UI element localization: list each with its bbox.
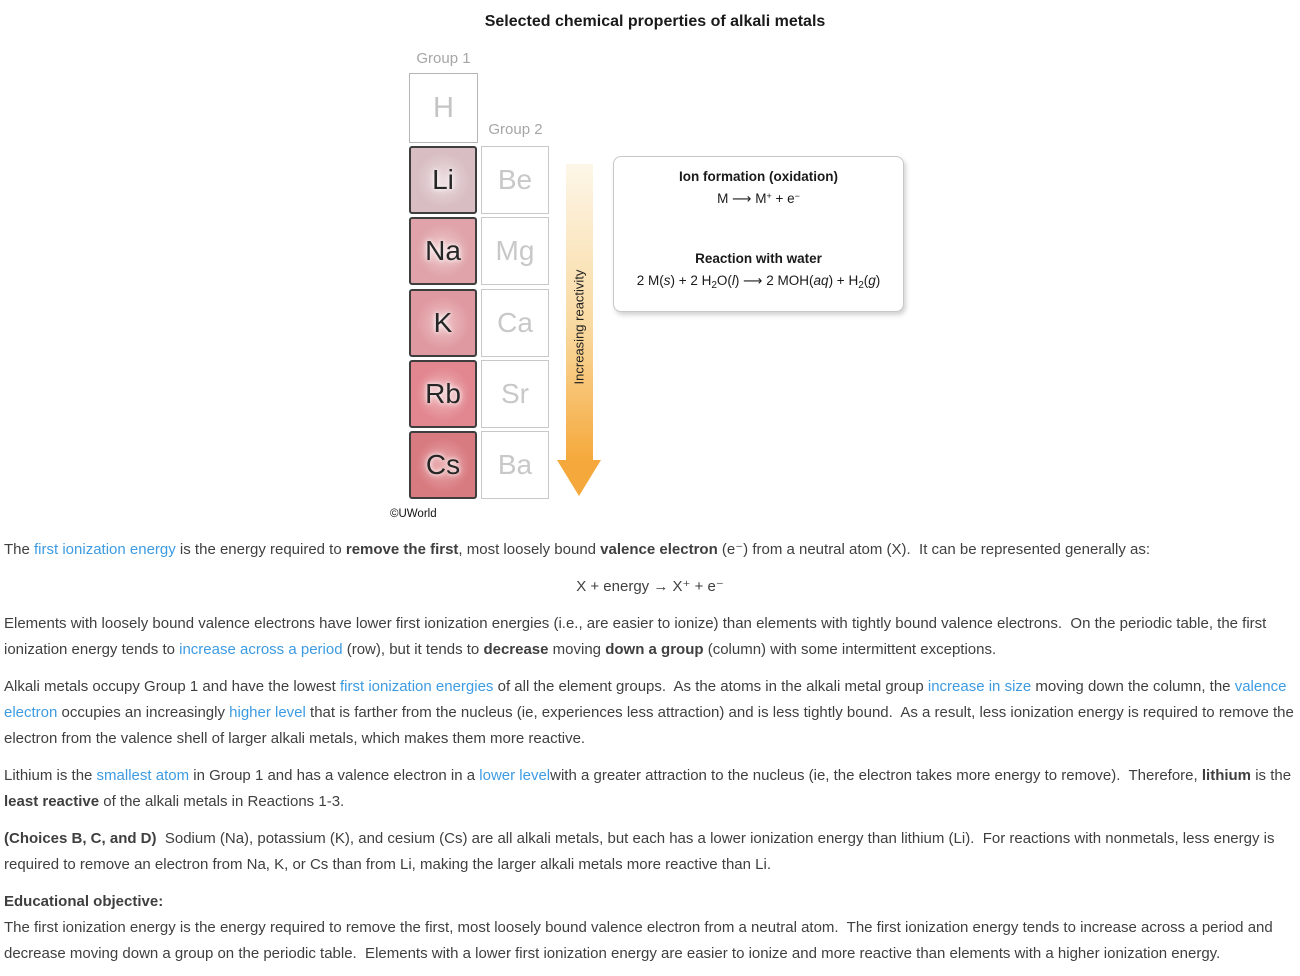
text-segment: with a greater attraction to the nucleus (ie, the electron takes more energy to remove). Therefore,: [550, 767, 1202, 784]
text-segment: ): [875, 273, 881, 288]
text-segment: valence electron: [600, 541, 718, 558]
water-reaction-title: Reaction with water: [695, 251, 822, 266]
text-segment: Sodium (Na), potassium (K), and cesium (Cs) are all alkali metals, but each has a lower ionization energy than lithium (Li). For reactions with nonmetals, less energy is required to remove an electron from Na, K, or Cs than from Li, making the larger alkali metals more reactive than Li.: [4, 830, 1279, 873]
text-segment: s: [663, 273, 671, 288]
water-reaction-equation: [620, 273, 897, 291]
general-equation: [4, 574, 1296, 600]
element-symbol: Mg: [495, 235, 535, 266]
text-segment: (row), but it tends to: [342, 641, 484, 658]
intro-paragraph: [4, 537, 1296, 563]
text-segment: 2: [858, 280, 864, 291]
explanation-text: [4, 537, 1299, 967]
element-cell-li: [409, 146, 477, 214]
reactivity-arrowhead-icon: [557, 460, 601, 496]
element-cell-mg: [481, 217, 549, 285]
text-segment: down a group: [605, 641, 704, 658]
element-cell-rb: [409, 360, 477, 428]
element-cell-h: [409, 73, 478, 143]
hyperlink[interactable]: smallest atom: [96, 767, 190, 784]
text-segment: is the energy required to: [175, 541, 346, 558]
element-symbol: Rb: [425, 378, 461, 409]
text-segment: (Choices B, C, and D): [4, 830, 157, 847]
element-symbol: Sr: [501, 378, 529, 409]
text-segment: decrease: [483, 641, 549, 658]
hyperlink[interactable]: higher level: [229, 704, 306, 721]
group1-label: Group 1: [416, 50, 471, 67]
text-segment: + e: [771, 191, 795, 206]
choices-paragraph: [4, 826, 1296, 878]
hyperlink[interactable]: valence electron: [4, 678, 1291, 721]
text-segment: Lithium is the: [4, 767, 97, 784]
text-segment: M ⟶ M: [717, 191, 767, 206]
text-segment: lithium: [1201, 767, 1252, 784]
text-segment: in Group 1 and has a valence electron in a: [189, 767, 480, 784]
element-symbol: Cs: [425, 449, 461, 480]
text-segment: of all the element groups. As the atoms in the alkali metal group: [493, 678, 928, 695]
text-segment: O(: [716, 273, 732, 288]
period-trend-paragraph: [4, 611, 1296, 663]
educational-objective-paragraph: [4, 915, 1296, 967]
reactivity-arrow-label: Increasing reactivity: [571, 269, 587, 385]
element-symbol: Li: [432, 164, 454, 195]
text-segment: Educational objective:: [4, 893, 164, 910]
element-symbol: Be: [497, 164, 533, 195]
group2-label: Group 2: [488, 121, 543, 138]
text-segment: Alkali metals occupy Group 1 and have the lowest: [4, 678, 341, 695]
text-segment: least reactive: [4, 793, 100, 810]
text-segment: +: [766, 191, 772, 201]
text-segment: The: [4, 541, 35, 558]
element-cell-na: [409, 217, 477, 285]
hyperlink[interactable]: lower level: [479, 767, 551, 784]
text-segment: X + energy → X⁺ + e⁻: [576, 578, 724, 595]
lithium-paragraph: [4, 763, 1296, 815]
text-segment: moving down the column, the: [1031, 678, 1235, 695]
hyperlink[interactable]: first ionization energies: [340, 678, 494, 695]
text-segment: ) + 2 H: [670, 273, 712, 288]
text-segment: , most loosely bound: [458, 541, 601, 558]
hyperlink[interactable]: first ionization energy: [34, 541, 176, 558]
text-segment: −: [794, 191, 800, 201]
element-symbol: Ba: [497, 449, 533, 480]
text-segment: The first ionization energy is the energy required to remove the first, most loosely bound valence electron from a neutral atom. The first ionization energy tends to increase across a period and decrease moving down a group on the periodic table. Elements with a lower first ionization energy are easier to ionize and more reactive than elements with a higher ionization energy.: [4, 919, 1277, 962]
text-segment: (e⁻) from a neutral atom (X). It can be represented generally as:: [717, 541, 1151, 558]
text-segment: ) ⟶ 2 MOH(: [734, 273, 814, 288]
text-segment: remove the first: [345, 541, 459, 558]
ion-formation-equation: [620, 191, 897, 207]
text-segment: Elements with loosely bound valence electrons have lower first ionization energies (i.e., are easier to ionize) than elements with tightly bound valence electrons. On the periodic table, the first ionization energy tends to: [4, 615, 1271, 658]
hyperlink[interactable]: increase in size: [927, 678, 1032, 695]
text-segment: 2: [711, 280, 717, 291]
text-segment: ) + H: [828, 273, 859, 288]
text-segment: is the: [1251, 767, 1296, 784]
text-segment: g: [868, 273, 876, 288]
alkali-metals-paragraph: [4, 674, 1299, 752]
reactions-info-box: [613, 156, 904, 312]
element-cell-ca: [481, 289, 549, 357]
element-cell-k: [409, 289, 477, 357]
text-segment: 2 M(: [636, 273, 664, 288]
element-cell-cs: [409, 431, 477, 499]
element-cell-ba: [481, 431, 549, 499]
text-segment: (: [863, 273, 869, 288]
ion-formation-title: Ion formation (oxidation): [679, 169, 838, 184]
element-cell-be: [481, 146, 549, 214]
text-segment: that is farther from the nucleus (ie, experiences less attraction) and is less tightly bound. As a result, less ionization energy is required to remove the electron from the valence shell of larger alkali metals, which makes them more reactive.: [4, 704, 1299, 747]
educational-objective-heading: [4, 889, 1296, 915]
text-segment: occupies an increasingly: [57, 704, 230, 721]
element-symbol: K: [433, 307, 453, 338]
element-symbol: H: [433, 91, 454, 124]
element-symbol: Na: [425, 235, 461, 266]
text-segment: of the alkali metals in Reactions 1-3.: [99, 793, 345, 810]
hyperlink[interactable]: increase across a period: [179, 641, 343, 658]
text-segment: aq: [813, 273, 829, 288]
text-segment: moving: [548, 641, 606, 658]
text-segment: l: [731, 273, 735, 288]
copyright-label: ©UWorld: [390, 508, 437, 520]
element-symbol: Ca: [497, 307, 533, 338]
element-cell-sr: [481, 360, 549, 428]
text-segment: (column) with some intermittent exceptions.: [703, 641, 997, 658]
figure-title: Selected chemical properties of alkali metals: [484, 13, 826, 30]
